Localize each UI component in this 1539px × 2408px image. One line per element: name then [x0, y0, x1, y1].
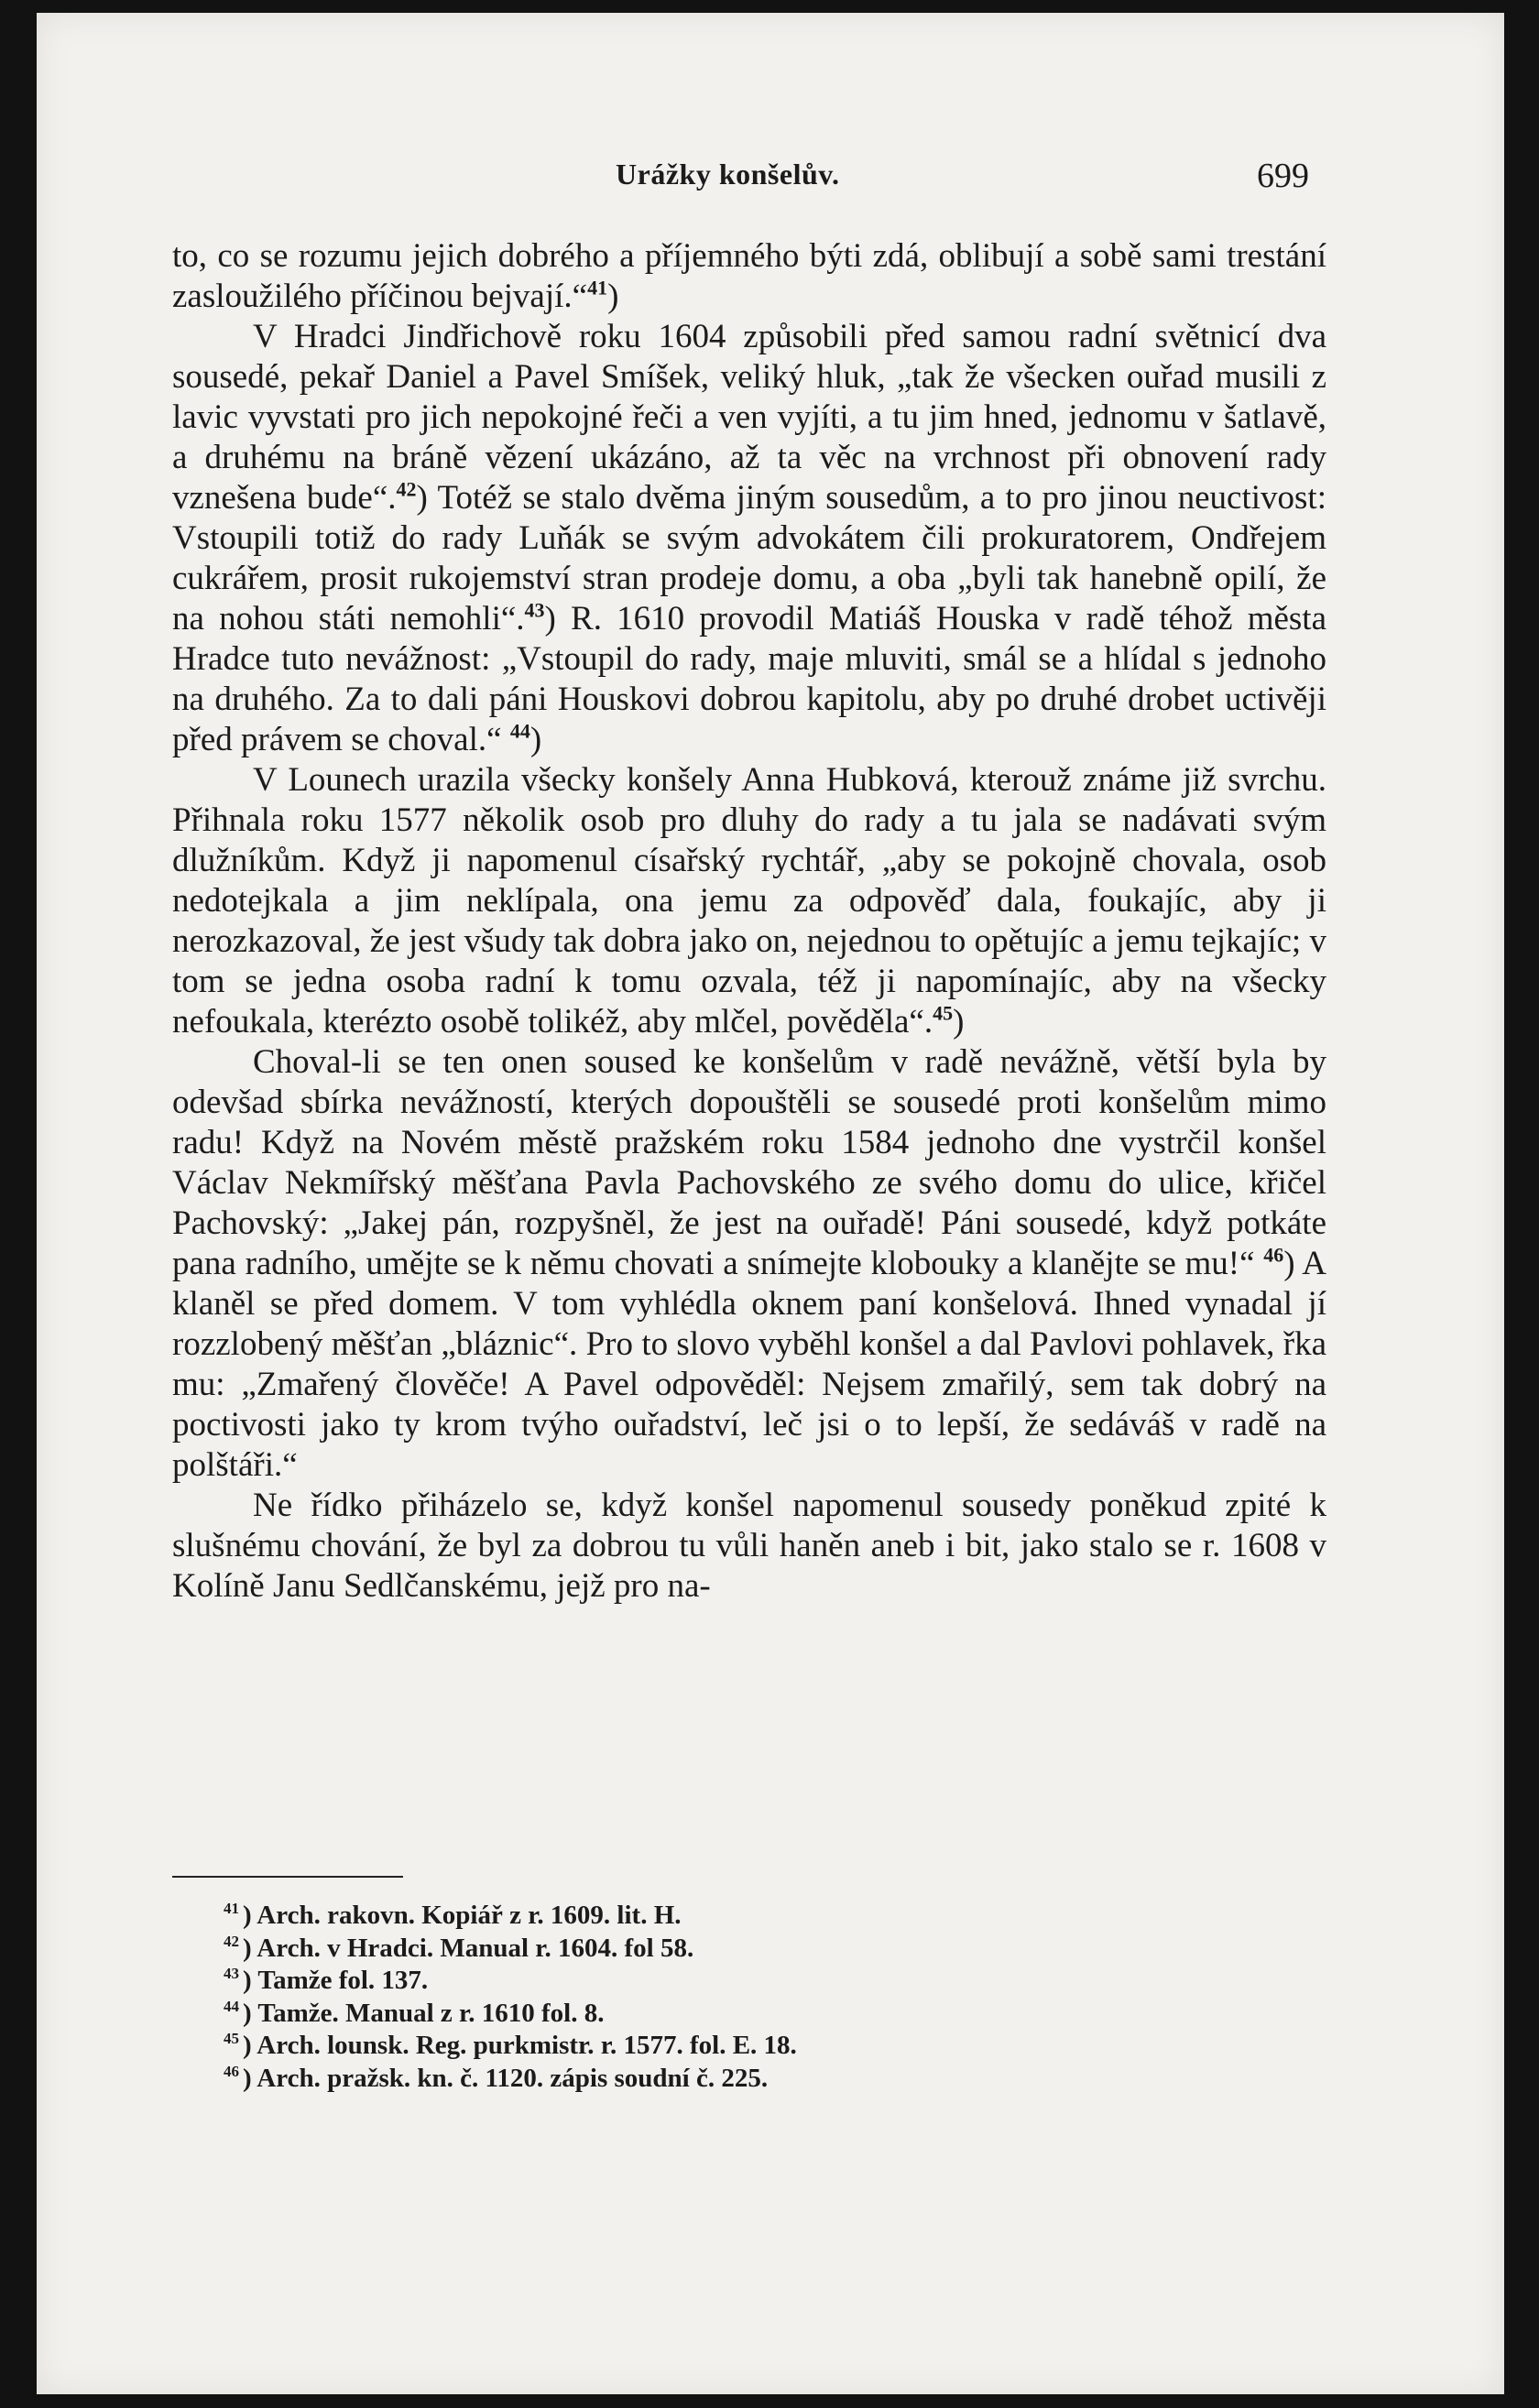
paragraph: [172, 760, 1326, 1042]
paragraph: [172, 236, 1326, 317]
page-header: [0, 154, 1539, 200]
footnote-text: ) Arch. rakovn. Kopiář z r. 1609. lit. H.: [243, 1901, 682, 1930]
footnote-number: 41: [224, 1900, 239, 1918]
paragraph: [172, 1486, 1326, 1607]
paragraph: [172, 1042, 1326, 1486]
footnote-rule: [172, 1876, 403, 1878]
footnote-number: 45: [224, 2030, 239, 2048]
footnote: [224, 1933, 1277, 1966]
text-segment: ) R. 1610 provodil Matiáš Houska v radě téhož města Hradce tuto nevážnost: „Vstoupil do rady, maje mluviti, smál se a hlídal s jednoho na druhého. Za to dali páni Houskovi dobrou kapitolu, aby po druhé drobet uctivěji před právem se choval.“: [172, 600, 1326, 758]
text-segment: Ne řídko přiházelo se, když konšel napomenul sousedy poněkud zpité k slušnému chování, že byl za dobrou tu vůli haněn aneb i bit, jako stalo se r. 1608 v Kolíně Janu Sedlčanskému, jejž pro na-: [172, 1487, 1326, 1605]
footnotes: [224, 1900, 1277, 2095]
footnote-text: ) Arch. lounsk. Reg. purkmistr. r. 1577. fol. E. 18.: [243, 2031, 797, 2060]
text-segment: ) Totéž se stalo dvěma jiným sousedům, a to pro jinou neuctivost: Vstoupili totiž do rady Luňák se svým advokátem čili prokuratorem, Ondřejem cukrářem, prosit rukojemství stran prodeje domu, a oba „byli tak hanebně opilí, že na nohou státi nemohli“.: [172, 479, 1326, 637]
footnote-text: ) Tamže fol. 137.: [243, 1966, 429, 1995]
page-number: 699: [1257, 157, 1309, 195]
body-text: [172, 236, 1326, 1607]
footnote-reference: 41: [587, 276, 608, 300]
footnote-number: 44: [224, 1997, 239, 2015]
text-segment: ) A klaněl se před domem. V tom vyhlédla oknem paní konšelová. Ihned vynadal jí rozzlobený měšťan „bláznic“. Pro to slovo vyběhl konšel a dal Pavlovi pohlavek, řka mu: „Zmařený člověče! A Pavel odpověděl: Nejsem zmařilý, sem tak dobrý na poctivosti jako ty krom tvýho ouřadství, leč jsi o to lepší, že sedáváš v radě na polštáři.“: [172, 1245, 1327, 1484]
text-segment: Choval-li se ten onen soused ke konšelům v radě nevážně, větší byla by odevšad sbírka nevážností, kterých dopouštěli se sousedé proti konšelům mimo radu! Když na Novém městě pražském roku 1584 jednoho dne vystrčil konšel Václav Nekmířský měšťana Pavla Pachovského ze svého domu do ulice, křičel Pachovský: „Jakej pán, rozpyšněl, že jest na ouřadě! Páni sousedé, když potkáte pana radního, umějte se k němu chovati a snímejte klobouky a klanějte se mu!“: [172, 1043, 1326, 1282]
text-segment: V Lounech urazila všecky konšely Anna Hubková, kterouž známe již svrchu. Přihnala roku 1577 několik osob pro dluhy do rady a tu jala se nadávati svým dlužníkům. Když ji napomenul císařský rychtář, „aby se pokojně chovala, osob nedotejkala a jim neklípala, ona jemu za odpověď dala, foukajíc, aby ji nerozkazoval, že jest všudy tak dobra jako on, nejednou to opětujíc a jemu tejkajíc; v tom se jedna osoba radní k tomu ozvala, též ji napomínajíc, aby na všecky nefoukala, kterézto osobě tolikéž, aby mlčel, pověděla“.: [172, 761, 1326, 1041]
running-title: Urážky konšelův.: [616, 158, 840, 191]
footnote: [224, 1965, 1277, 1998]
text-segment: ): [607, 278, 619, 315]
footnote-reference: 44: [509, 719, 530, 743]
footnote-number: 42: [224, 1932, 239, 1950]
footnote: [224, 2030, 1277, 2063]
footnote-number: 46: [224, 2062, 239, 2080]
text-segment: V Hradci Jindřichově roku 1604 způsobili před samou radní světnicí dva sousedé, pekař Daniel a Pavel Smíšek, veliký hluk, „tak že všecken ouřad musili z lavic vyvstati pro jich nepokojné řeči a ven vyjíti, a tu jim hned, jednomu v šatlavě, a druhému na bráně vězení ukázáno, až ta věc na vrchnost při obnovení rady vznešena bude“.: [172, 318, 1326, 517]
paragraph: [172, 317, 1326, 760]
footnote: [224, 1998, 1277, 2031]
footnote-text: ) Arch. pražsk. kn. č. 1120. zápis soudní č. 225.: [243, 2063, 769, 2093]
footnote-reference: 45: [933, 1001, 954, 1025]
footnote-number: 43: [224, 1965, 239, 1983]
footnote: [224, 1900, 1277, 1933]
footnote-text: ) Arch. v Hradci. Manual r. 1604. fol 58.: [243, 1933, 694, 1963]
text-segment: ): [529, 721, 542, 758]
footnote: [224, 2063, 1277, 2096]
text-segment: ): [953, 1003, 965, 1041]
footnote-reference: 46: [1263, 1243, 1284, 1267]
text-segment: to, co se rozumu jejich dobrého a příjemného býti zdá, oblibují a sobě sami trestání zasloužilého příčinou bejvají.“: [172, 237, 1326, 315]
footnote-text: ) Tamže. Manual z r. 1610 fol. 8.: [243, 1998, 605, 2028]
footnote-reference: 42: [396, 477, 417, 501]
footnote-reference: 43: [524, 598, 545, 622]
